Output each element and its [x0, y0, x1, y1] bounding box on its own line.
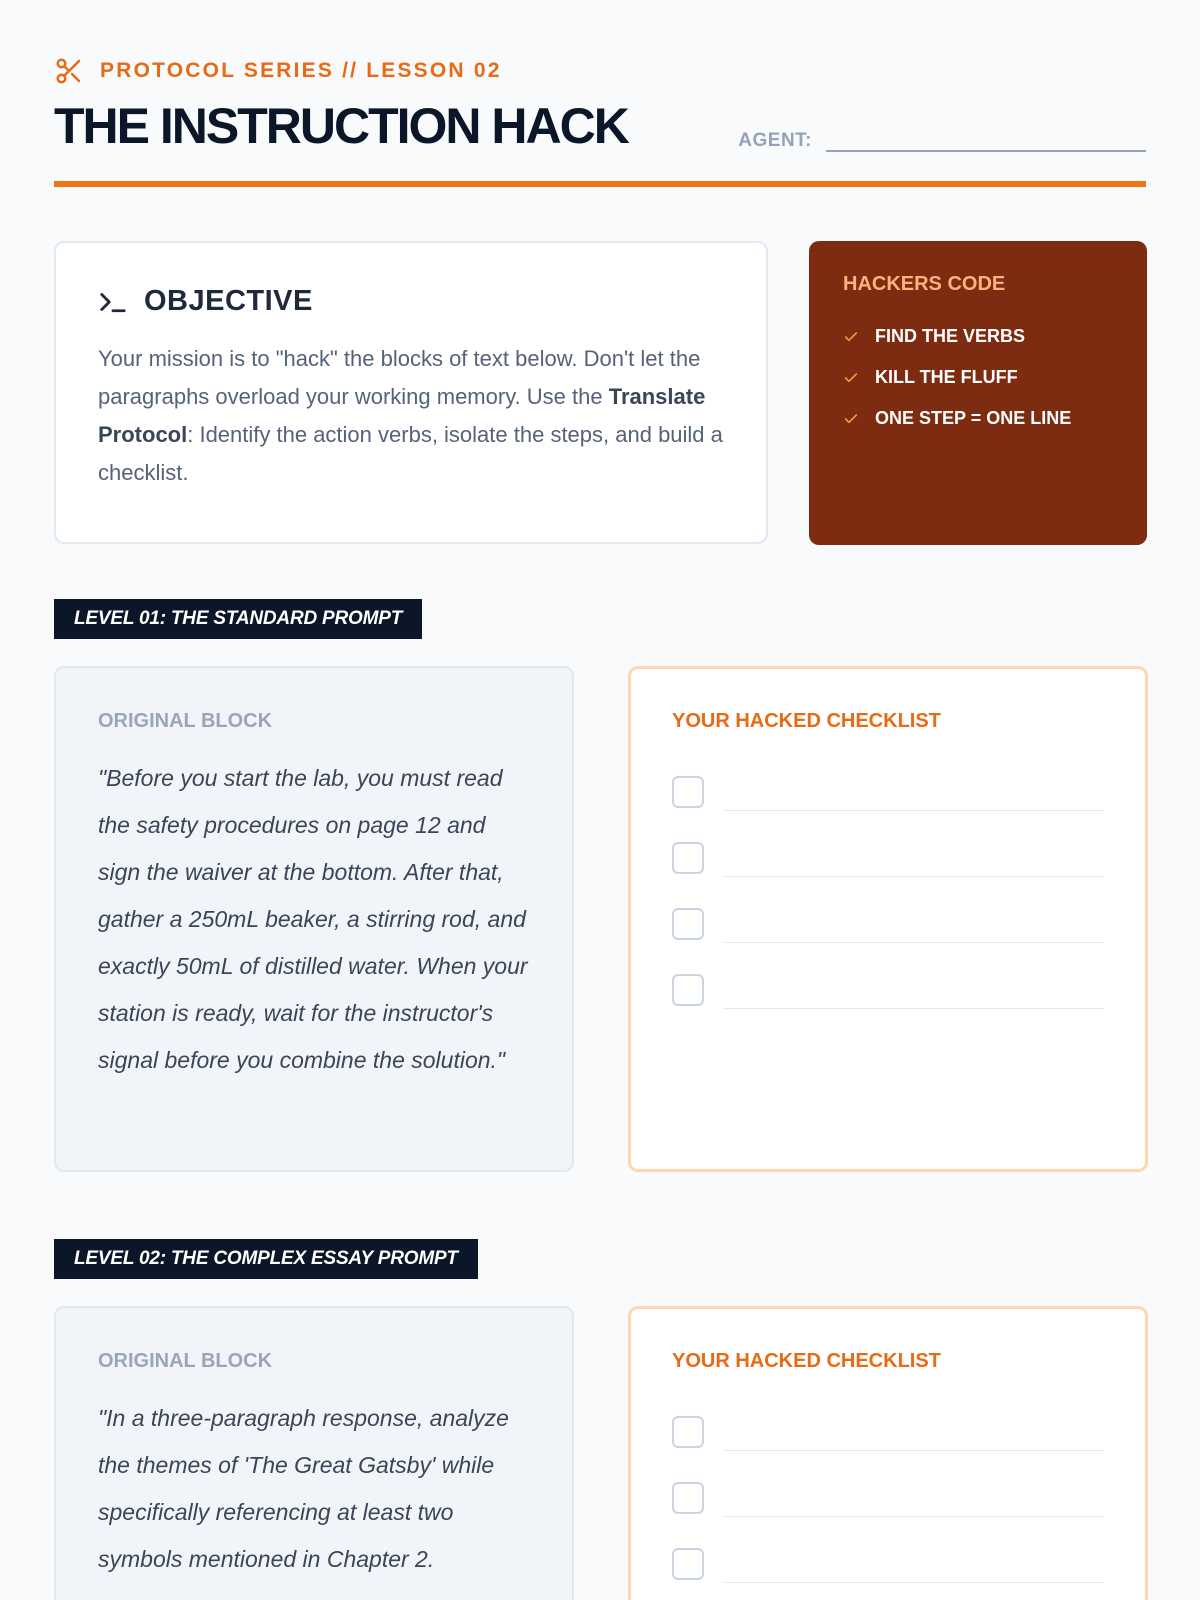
hackers-code-title: HACKERS CODE	[843, 273, 1006, 295]
checklist-line[interactable]	[723, 961, 1104, 1009]
level-01-checklist	[628, 666, 1148, 1172]
level-02-original-block	[54, 1306, 574, 1600]
original-block-text: "In a three-paragraph response, analyze the themes of 'The Great Gatsby' while specifically referencing at least two symbols mentioned in Chapter 2.	[98, 1405, 509, 1572]
check-icon	[843, 411, 859, 427]
code-item	[843, 357, 1113, 398]
checklist-row	[672, 956, 1104, 1022]
checklist-label: YOUR HACKED CHECKLIST	[672, 710, 941, 732]
level-02-tag: LEVEL 02: THE COMPLEX ESSAY PROMPT	[54, 1239, 478, 1279]
terminal-prompt-icon	[98, 287, 128, 317]
agent-field	[738, 126, 1146, 152]
checklist-line[interactable]	[723, 1535, 1104, 1583]
level-01-tag: LEVEL 01: THE STANDARD PROMPT	[54, 599, 422, 639]
checklist-row	[672, 1530, 1104, 1596]
objective-text-end: : Identify the action verbs, isolate the steps, and build a checklist.	[98, 422, 723, 485]
checkbox[interactable]	[672, 842, 704, 874]
series-label: PROTOCOL SERIES // LESSON 02	[100, 59, 502, 82]
check-icon	[843, 329, 859, 345]
checklist-row	[672, 890, 1104, 956]
check-icon	[843, 370, 859, 386]
header	[54, 0, 1146, 190]
checkbox[interactable]	[672, 908, 704, 940]
header-divider	[54, 181, 1146, 187]
level-02-checklist	[628, 1306, 1148, 1600]
page-title: THE INSTRUCTION HACK	[54, 98, 628, 154]
checkbox[interactable]	[672, 1482, 704, 1514]
scissors-icon	[54, 56, 84, 86]
objective-text-start: Your mission is to "hack" the blocks of text below. Don't let the paragraphs overload your working memory. Use the	[98, 346, 701, 409]
level-01-original-block	[54, 666, 574, 1172]
checklist-label: YOUR HACKED CHECKLIST	[672, 1350, 941, 1372]
objective-text-bold: Translate Protocol	[98, 384, 706, 447]
checklist-row	[672, 1464, 1104, 1530]
original-block-label: ORIGINAL BLOCK	[98, 1350, 273, 1372]
original-block-text: "Before you start the lab, you must read the safety procedures on page 12 and sign the waiver at the bottom. After that, gather a 250mL beaker, a stirring rod, and exactly 50mL of distilled water. When your station is ready, wait for the instructor's signal before you combine the solution."	[98, 765, 528, 1073]
checkbox[interactable]	[672, 1416, 704, 1448]
objective-title: OBJECTIVE	[144, 285, 313, 317]
code-item-label: KILL THE FLUFF	[875, 367, 1018, 387]
checklist-row	[672, 758, 1104, 824]
checklist-row	[672, 1596, 1104, 1600]
code-item-label: FIND THE VERBS	[875, 326, 1026, 346]
code-item	[843, 398, 1113, 439]
code-item-label: ONE STEP = ONE LINE	[875, 408, 1072, 428]
objective-heading	[98, 285, 724, 318]
objective-card	[54, 241, 768, 544]
checklist-row	[672, 824, 1104, 890]
checklist-line[interactable]	[723, 895, 1104, 943]
series-line	[54, 56, 502, 86]
original-block-label: ORIGINAL BLOCK	[98, 710, 273, 732]
checklist-line[interactable]	[723, 829, 1104, 877]
checkbox[interactable]	[672, 1548, 704, 1580]
objective-text	[98, 340, 724, 492]
agent-label: AGENT:	[738, 130, 812, 151]
checklist-line[interactable]	[723, 1469, 1104, 1517]
checklist-line[interactable]	[723, 1403, 1104, 1451]
code-item	[843, 316, 1113, 357]
checkbox[interactable]	[672, 776, 704, 808]
agent-name-input[interactable]	[826, 126, 1146, 152]
checklist-line[interactable]	[723, 763, 1104, 811]
checkbox[interactable]	[672, 974, 704, 1006]
hackers-code-card	[809, 241, 1147, 545]
checklist-row	[672, 1398, 1104, 1464]
